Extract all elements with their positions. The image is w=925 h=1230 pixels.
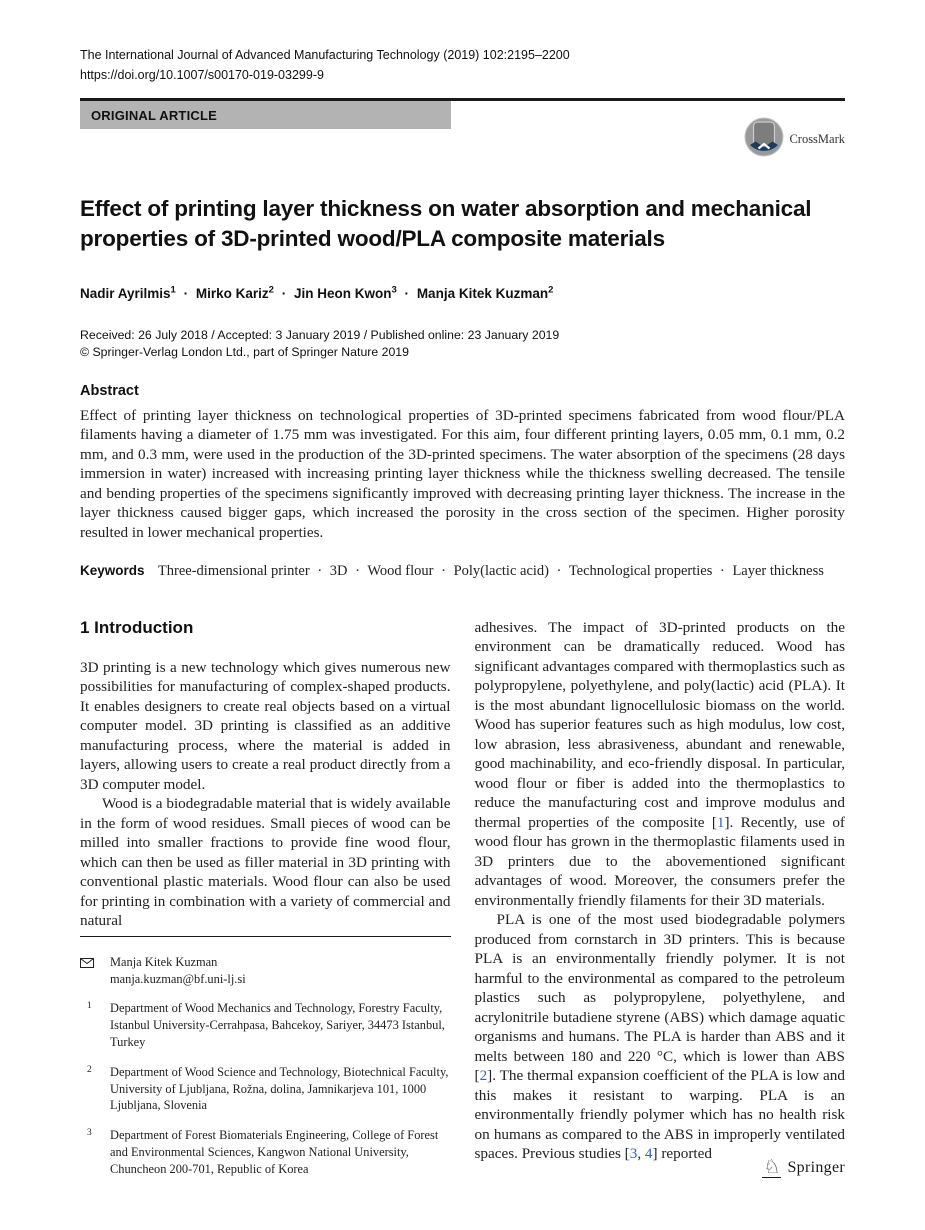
affiliation-item — [80, 1000, 451, 1050]
body-columns — [80, 618, 845, 1178]
publisher-footer — [762, 1158, 845, 1178]
left-column — [80, 618, 451, 1178]
footnote-rule — [80, 936, 451, 938]
author-name[interactable]: Jin Heon Kwon$^3$ — [293, 284, 397, 301]
corresponding-author-name: Manja Kitek Kuzman — [110, 955, 218, 970]
right-column — [475, 618, 846, 1178]
keyword-separator: · — [441, 562, 446, 579]
section-heading-introduction: 1 Introduction — [80, 617, 194, 637]
article-type-label: ORIGINAL ARTICLE — [91, 107, 217, 123]
keyword-separator: · — [317, 562, 323, 579]
keyword: 3D — [329, 562, 348, 579]
intro-paragraph: Wood is a biodegradable material that is widely available in the form of wood residues. Small pieces of wood can be milled into smaller fractions to provide fine wood flour, which can then be used as filler material in 3D printing with conventional plastic materials. Wood flour can also be used for printing in combination with a variety of commercial and natural — [80, 795, 451, 930]
affiliation-text: Department of Wood Science and Technology, Biotechnical Faculty, University of Ljubljana, Rožna, dolina, Jamnikarjeva 101, 1000 Ljubljana, Slovenia — [110, 1064, 449, 1113]
banner-row — [80, 101, 845, 171]
keyword-separator: · — [556, 562, 562, 579]
intro-paragraph: adhesives. The impact of 3D-printed products on the environment can be dramatically reduced. Wood has significant advantages compared with thermoplastics such as polypropylene, polyethylene, and poly(lactic) acid (PLA). It is the most abundant lignocellulosic biomass on the world. Wood has superior features such as high modulus, low cost, low abrasion, less abrasiveness, abundant and renewable, good machinability, and eco-friendly disposal. In particular, wood flour or fiber is added into the thermoplastics to reduce the manufacturing cost and improve modulus and thermal properties of the composite [1]. Recently, use of wood flour has grown in the thermoplastic filaments used in 3D printers due to the abovementioned significant advantages of wood. Moreover, the consumers prefer the environmentally friendly filaments for their 3D materials. — [474, 618, 845, 909]
author-separator: · — [281, 285, 287, 301]
author-separator: · — [183, 285, 189, 301]
article-type-banner — [80, 101, 451, 129]
keywords-label: Keywords — [80, 562, 145, 578]
keyword: Layer thickness — [732, 562, 824, 579]
affiliation-number: 1 — [87, 1001, 92, 1012]
author-separator: · — [404, 285, 410, 301]
footnote-block — [80, 936, 451, 1178]
keyword: Technological properties — [568, 562, 713, 579]
author-name[interactable]: Nadir Ayrilmis$^1$ — [80, 284, 176, 301]
corresponding-author-email[interactable]: manja.kuzman@bf.uni-lj.si — [110, 971, 246, 986]
page-title: Effect of printing layer thickness on water absorption and mechanical properties of 3D-printed wood/PLA composite materials — [80, 196, 812, 251]
keyword: Three-dimensional printer — [157, 562, 310, 579]
crossmark-button[interactable] — [744, 117, 845, 162]
keyword-separator: · — [355, 562, 360, 579]
publisher-name: Springer — [787, 1159, 845, 1176]
keyword: Poly(lactic acid) — [453, 562, 549, 579]
affiliation-text: Department of Forest Biomaterials Engineering, College of Forest and Environmental Sciences, Kangwon National University, Chuncheon 200-701, Republic of Korea — [110, 1128, 439, 1176]
abstract-text: Effect of printing layer thickness on technological properties of 3D-printed specimens fabricated from wood flour/PLA filaments having a diameter of 1.75 mm was investigated. For this aim, four different printing layers, 0.05 mm, 0.1 mm, 0.2 mm, and 0.3 mm, were used in the production of the 3D-printed specimens. The water absorption of the specimens (28 days immersion in water) increased with increasing printing layer thickness while the thickness swelling decreased. The tensile and bending properties of the specimens significantly improved with decreasing printing layer thickness. The increase in the layer thickness caused bigger gaps, which increased the porosity in the cross section of the specimen. Higher porosity resulted in lower mechanical properties. — [80, 406, 845, 542]
abstract-heading: Abstract — [80, 382, 139, 399]
citation-link[interactable]: 2 — [479, 1067, 488, 1085]
crossmark-check-icon — [744, 117, 784, 162]
affiliation-item — [80, 1064, 451, 1114]
affiliation-number: 3 — [87, 1128, 92, 1139]
author-name[interactable]: Manja Kitek Kuzman$^2$ — [416, 284, 554, 301]
citation-link[interactable]: 3 — [629, 1145, 638, 1163]
crossmark-label: CrossMark — [789, 132, 845, 146]
envelope-icon — [80, 954, 110, 987]
keyword: Wood flour — [367, 562, 434, 579]
keywords-line — [80, 563, 845, 580]
article-history-line: Received: 26 July 2018 / Accepted: 3 January 2019 / Published online: 23 January 2019 — [80, 327, 560, 342]
copyright-line: © Springer-Verlag London Ltd., part of Springer Nature 2019 — [80, 344, 409, 359]
journal-citation-line: The International Journal of Advanced Manufacturing Technology (2019) 102:2195–2200 — [80, 48, 570, 62]
affiliation-item — [80, 1127, 451, 1177]
springer-horse-icon: ♘ — [763, 1157, 781, 1178]
citation-link[interactable]: 4 — [644, 1145, 653, 1163]
doi-link[interactable]: https://doi.org/10.1007/s00170-019-03299-9 — [80, 68, 324, 82]
affiliation-number: 2 — [87, 1064, 92, 1075]
citation-link[interactable]: 1 — [716, 813, 725, 831]
intro-paragraph: PLA is one of the most used biodegradable polymers produced from cornstarch in 3D printers. This is because PLA is an environmentally friendly polymer. It is not harmful to the environmental as compared to the petroleum plastics such as polypropylene, polyethylene, and acrylonitrile butadiene styrene (ABS) which damage aquatic organisms and humans. The PLA is harder than ABS and it melts between 180 and 220 °C, which is lower than ABS [2]. The thermal expansion coefficient of the PLA is low and this makes it resistant to warping. PLA is an environmentally friendly polymer which has no health risk on humans as compared to the ABS in improperly ventilated spaces. Previous studies [3, 4] reported — [474, 911, 845, 1163]
intro-paragraph: 3D printing is a new technology which gives numerous new possibilities for manufacturing of complex-shaped products. It enables designers to create real objects based on a virtual computer model. 3D printing is classified as an additive manufacturing process, where the material is added in layers, allowing users to create a real product directly from a 3D computer model. — [80, 658, 451, 793]
author-list — [80, 284, 845, 301]
correspondence-block — [80, 954, 451, 987]
affiliation-text: Department of Wood Mechanics and Technology, Forestry Faculty, Istanbul University-Cerrahpasa, Bahcekoy, Sariyer, 34473 Istanbul, Turkey — [110, 1001, 445, 1050]
keyword-separator: · — [719, 562, 725, 579]
author-name[interactable]: Mirko Kariz$^2$ — [195, 284, 274, 301]
